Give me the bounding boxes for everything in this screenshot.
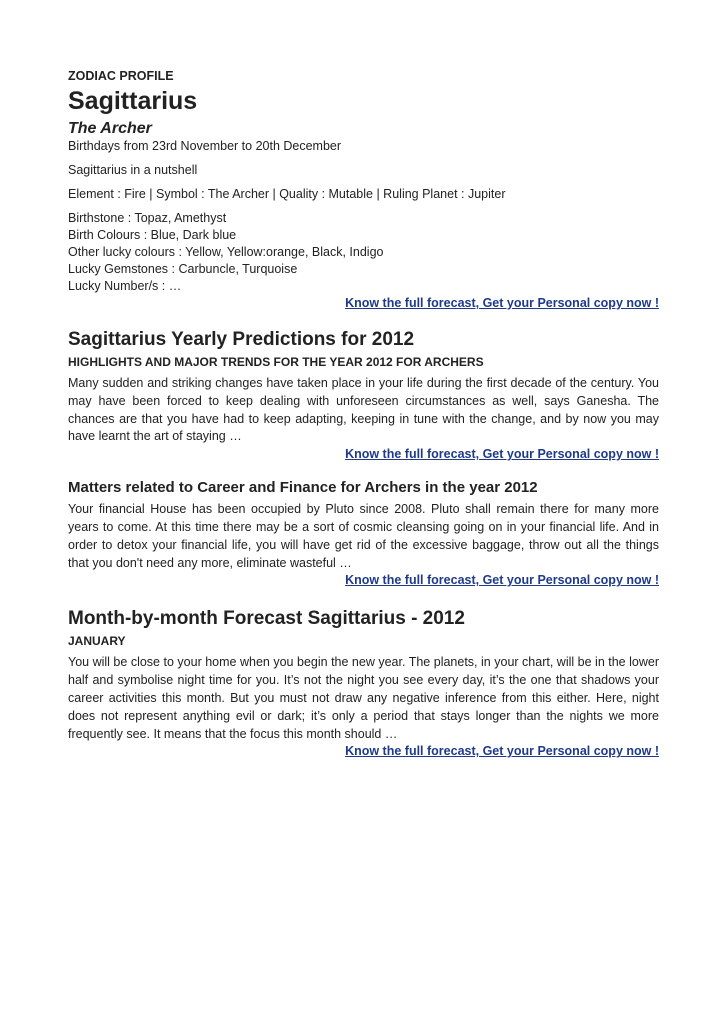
- yearly-predictions-text: Many sudden and striking changes have taken place in your life during the first decade of the century. You may have been forced to keep dealing with unforeseen circumstances as well, says Ganesha. The chances are that you have had to keep adapting, keeping in tune with the change, and by now you may have learnt the art of staying …: [68, 376, 659, 444]
- gemstones-line: Lucky Gemstones : Carbuncle, Turquoise: [68, 262, 298, 276]
- month-label-january: JANUARY: [68, 634, 126, 649]
- yearly-predictions-heading: Sagittarius Yearly Predictions for 2012: [68, 329, 415, 350]
- birthstone-line: Birthstone : Topaz, Amethyst: [68, 211, 227, 225]
- forecast-link-career[interactable]: Know the full forecast, Get your Personal copy now !: [345, 573, 659, 588]
- lucky-numbers-line: Lucky Number/s : …: [68, 279, 182, 293]
- nutshell-label: Sagittarius in a nutshell: [68, 163, 198, 177]
- forecast-link-profile[interactable]: Know the full forecast, Get your Personal copy now !: [345, 296, 659, 310]
- other-colours-line: Other lucky colours : Yellow, Yellow:orange, Black, Indigo: [68, 245, 384, 259]
- career-finance-heading: Matters related to Career and Finance for Archers in the year 2012: [68, 479, 538, 497]
- january-forecast-text: You will be close to your home when you begin the new year. The planets, in your chart, will be in the lower half and symbolise night time for you. It’s not the night you see every day, it’s the one that shadows your career activities this month. But you must not draw any negative inference from this either. Here, night does not represent anything evil or dark; it’s only a period that stays longer than the nights we more frequently see. It means that the focus this month should …: [68, 655, 659, 741]
- zodiac-profile-label: ZODIAC PROFILE: [68, 69, 174, 83]
- yearly-highlights-subheading: HIGHLIGHTS AND MAJOR TRENDS FOR THE YEAR 2012 FOR ARCHERS: [68, 355, 484, 369]
- birthday-range: Birthdays from 23rd November to 20th December: [68, 139, 342, 153]
- sign-attributes: Element : Fire | Symbol : The Archer | Quality : Mutable | Ruling Planet : Jupiter: [68, 187, 506, 201]
- birth-colours-line: Birth Colours : Blue, Dark blue: [68, 228, 237, 242]
- forecast-link-yearly[interactable]: Know the full forecast, Get your Personal copy now !: [345, 447, 659, 462]
- forecast-link-monthly[interactable]: Know the full forecast, Get your Personal copy now !: [345, 744, 659, 759]
- page-title: Sagittarius: [68, 87, 198, 115]
- career-finance-text: Your financial House has been occupied by Pluto since 2008. Pluto shall remain there for many more years to come. At this time there may be a sort of cosmic cleansing going on in your financial life. And in order to detox your financial life, you will have get rid of the excessive baggage, throw out all the things that you don't need any more, eliminate wasteful …: [68, 502, 659, 570]
- sign-symbol-name: The Archer: [68, 120, 152, 137]
- document-content: [68, 68, 659, 760]
- monthly-forecast-heading: Month-by-month Forecast Sagittarius - 2012: [68, 608, 465, 630]
